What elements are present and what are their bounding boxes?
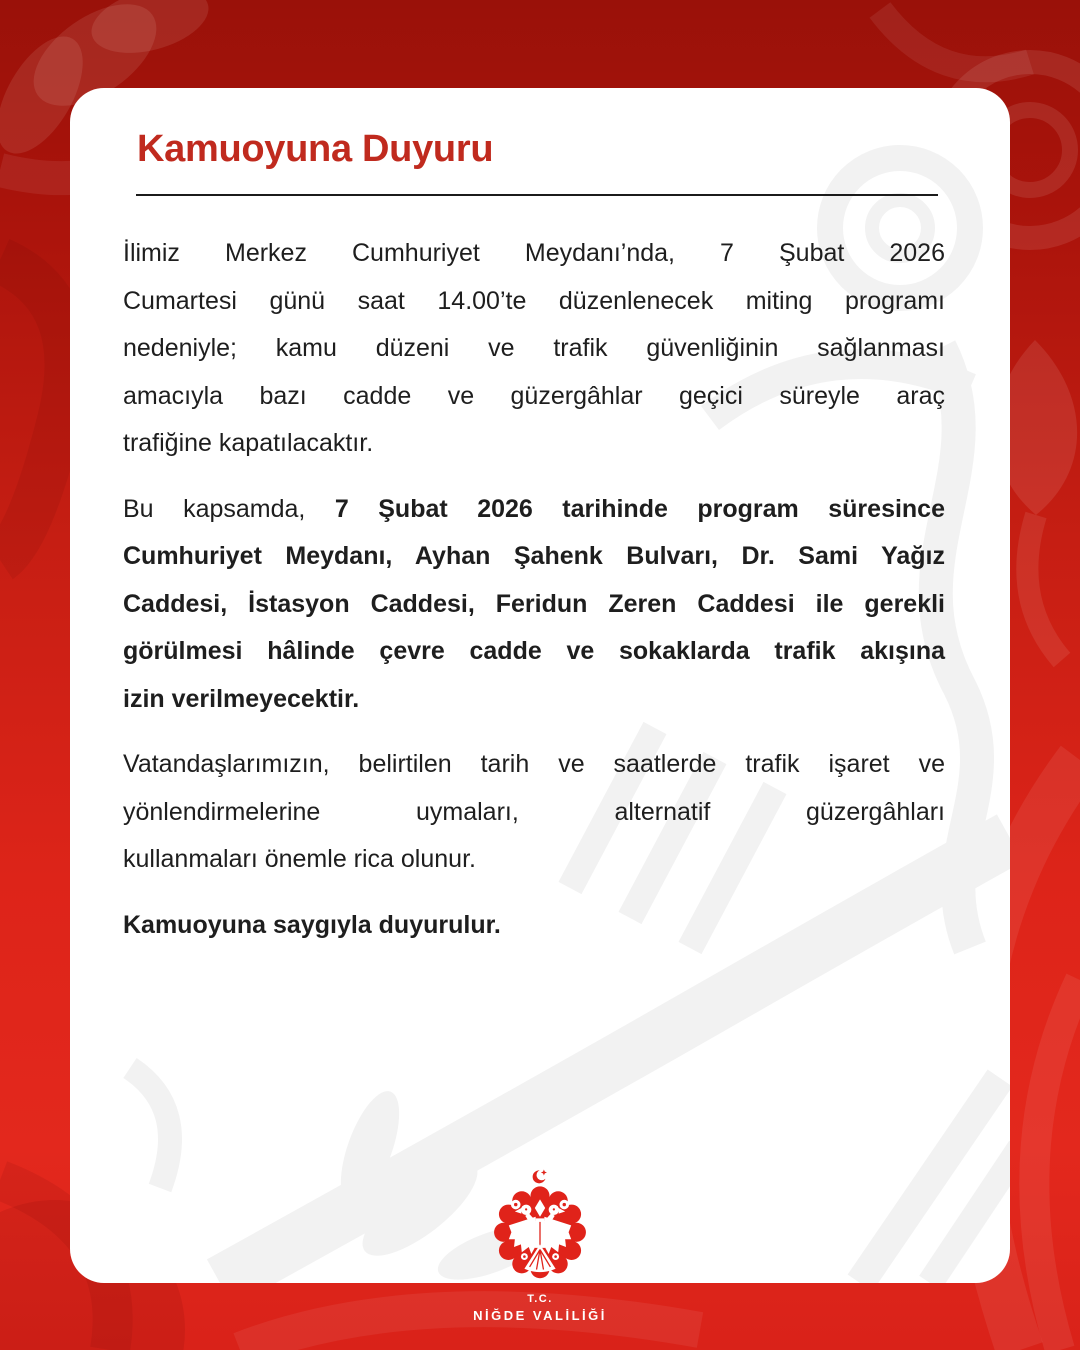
- text-line: amacıyla bazı cadde ve güzergâhlar geçici süreyle araç: [123, 381, 945, 410]
- ornament-right-stem: [1027, 515, 1062, 660]
- text-line: İlimiz Merkez Cumhuriyet Meydanı’nda, 7 Şubat 2026: [123, 239, 945, 267]
- text-line: kullanmaları önemle rica olunur.: [123, 845, 476, 873]
- page-title: Kamuoyuna Duyuru: [137, 128, 494, 170]
- announcement-card: [70, 88, 1010, 1283]
- closing-line: [123, 902, 945, 950]
- text-line: yönlendirmelerine uymaları, alternatif güzergâhları: [123, 797, 945, 826]
- text-line: nedeniyle; kamu düzeni ve trafik güvenliğinin sağlanması: [123, 334, 945, 362]
- footer-org-name: NİĞDE VALİLİĞİ: [473, 1308, 607, 1323]
- paragraph-closures-lead: Bu kapsamda,: [123, 494, 335, 523]
- text-line: trafiğine kapatılacaktır.: [123, 429, 374, 457]
- footer-branding: [0, 1168, 1080, 1323]
- text-line: [123, 486, 945, 534]
- paragraph-closures: [123, 486, 945, 724]
- text-line: Vatandaşlarımızın, belirtilen tarih ve saatlerde trafik işaret ve: [123, 750, 945, 778]
- crescent-star-icon: [533, 1169, 547, 1183]
- double-headed-eagle-emblem-icon: [488, 1168, 592, 1281]
- paragraph-closures-bold: 7 Şubat 2026 tarihinde program süresince: [334, 494, 945, 523]
- footer-org-prefix: T.C.: [527, 1293, 553, 1305]
- paragraph-intro: [123, 230, 945, 468]
- text-line: Kamuoyuna saygıyla duyurulur.: [123, 910, 501, 939]
- text-line: görülmesi hâlinde çevre cadde ve sokaklarda trafik akışına: [123, 637, 945, 665]
- title-divider: [136, 194, 938, 196]
- text-line: izin verilmeyecektir.: [123, 684, 360, 713]
- ornament-left-dark-swirl: [0, 260, 68, 560]
- text-line: Caddesi, İstasyon Caddesi, Feridun Zeren Caddesi ile gerekli: [123, 589, 945, 618]
- text-line: Cumartesi günü saat 14.00’te düzenlenecek miting programı: [123, 286, 945, 315]
- text-line: Cumhuriyet Meydanı, Ayhan Şahenk Bulvarı, Dr. Sami Yağız: [123, 542, 945, 570]
- announcement-body: [123, 230, 945, 967]
- paragraph-advice: [123, 741, 945, 884]
